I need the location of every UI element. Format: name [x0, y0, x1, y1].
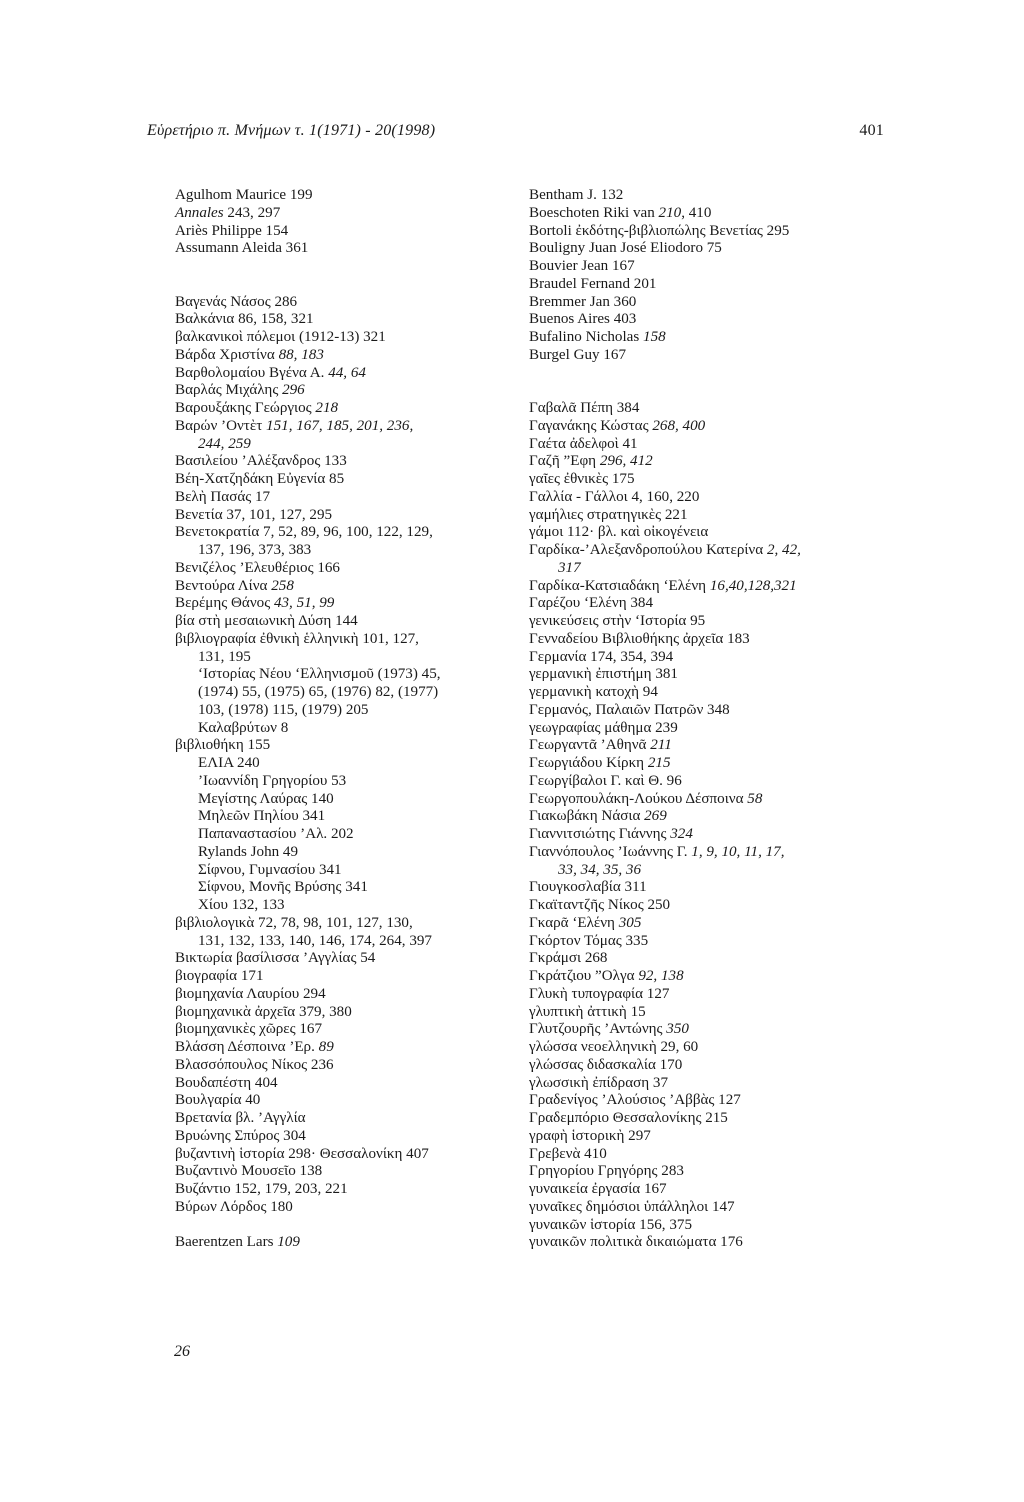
- index-entry: [529, 968, 869, 986]
- entry-text: γυναικεία ἐργασία 167: [529, 1181, 667, 1197]
- entry-text: Βενιζέλος ’Ελευθέριος 166: [175, 559, 340, 576]
- entry-text: Γερμανός, Παλαιῶν Πατρῶν 348: [529, 701, 730, 718]
- entry-text: Καλαβρύτων 8: [198, 719, 289, 736]
- entry-text: Βαρουξάκης Γεώργιος: [175, 400, 316, 416]
- index-entry: [529, 1146, 869, 1164]
- index-column-left: [175, 187, 515, 1252]
- entry-pages-italic: 16,40,128,321: [709, 577, 797, 594]
- entry-text: βία στὴ μεσαιωνικὴ Δύση 144: [175, 613, 358, 629]
- entry-pages-italic: 92, 138: [638, 968, 684, 984]
- entry-text: γάμοι 112· βλ. καὶ οἰκογένεια: [529, 524, 709, 541]
- entry-pages-italic: 210: [658, 204, 682, 221]
- entry-text: βαλκανικοὶ πόλεμοι (1912-13) 321: [175, 329, 386, 345]
- entry-pages-italic: 305: [618, 914, 642, 931]
- entry-text: Agulhom Maurice 199: [175, 187, 313, 203]
- index-entry: [529, 933, 869, 951]
- entry-text: βιβλιοθήκη 155: [175, 737, 271, 754]
- index-entry: [529, 808, 869, 826]
- entry-text: Βύρων Λόρδος 180: [175, 1198, 293, 1215]
- index-entry: [529, 542, 869, 560]
- entry-text: , 410: [681, 204, 712, 221]
- entry-text: Assumann Aleida 361: [175, 240, 309, 257]
- entry-text: γαῖες ἐθνικὲς 175: [529, 471, 635, 487]
- index-entry: [175, 737, 515, 755]
- entry-text: 103, (1978) 115, (1979) 205: [198, 701, 369, 718]
- index-entry: [529, 879, 869, 897]
- entry-pages-italic: 44, 64: [328, 364, 366, 381]
- entry-text: Βάρδα Χριστίνα: [175, 346, 279, 363]
- entry-text: Βουλγαρία 40: [175, 1092, 261, 1109]
- entry-text: Buenos Aires 403: [529, 311, 637, 328]
- entry-text: γενικεύσεις στὴν ‘Ιστορία 95: [529, 613, 706, 629]
- index-entry: [529, 986, 869, 1004]
- blank-line: [175, 276, 515, 294]
- index-entry: [529, 613, 869, 631]
- entry-text: (1974) 55, (1975) 65, (1976) 82, (1977): [198, 684, 439, 700]
- index-entry: [529, 755, 869, 773]
- index-entry: [529, 826, 869, 844]
- entry-text: 243, 297: [223, 204, 281, 221]
- index-entry: [175, 329, 515, 347]
- entry-text: Ariès Philippe 154: [175, 222, 289, 239]
- entry-pages-italic: 58: [747, 790, 763, 807]
- entry-text: Γαρέζου ‘Ελένη 384: [529, 595, 654, 612]
- entry-text: 131, 132, 133, 140, 146, 174, 264, 397: [198, 932, 432, 949]
- index-entry: [175, 826, 515, 844]
- entry-text: βιβλιογραφία ἐθνικὴ ἑλληνικὴ 101, 127,: [175, 630, 419, 647]
- index-entry: [529, 1217, 869, 1235]
- index-entry: [175, 986, 515, 1004]
- entry-text: Γαγανάκης Κώστας: [529, 417, 653, 434]
- index-entry: [529, 453, 869, 471]
- entry-text: Γεωργοπουλάκη-Λούκου Δέσποινα: [529, 790, 748, 807]
- index-entry: [175, 400, 515, 418]
- index-entry: [175, 879, 515, 897]
- index-entry: [175, 311, 515, 329]
- entry-text: Γαρδίκα-Κατσιαδάκη ‘Ελένη: [529, 577, 710, 594]
- index-entry: [175, 844, 515, 862]
- entry-text: Γαλλία - Γάλλοι 4, 160, 220: [529, 488, 700, 505]
- index-entry: [529, 915, 869, 933]
- entry-pages-italic: 317: [558, 559, 581, 576]
- index-entry: [175, 666, 515, 684]
- index-entry: [175, 1234, 515, 1252]
- entry-text: Μεγίστης Λαύρας 140: [198, 790, 334, 807]
- entry-pages-italic: 211: [650, 737, 672, 754]
- entry-text: Γκαρᾶ ‘Ελένη: [529, 914, 619, 931]
- entry-text: γλυπτικὴ ἀττικὴ 15: [529, 1003, 646, 1020]
- entry-text: Βλασσόπουλος Νίκος 236: [175, 1056, 334, 1073]
- entry-text: Βεντούρα Λίνα: [175, 577, 272, 594]
- index-entry: [175, 1057, 515, 1075]
- index-entry: [529, 223, 869, 241]
- entry-text: βιομηχανικὲς χῶρες 167: [175, 1021, 323, 1038]
- index-entry: [529, 1163, 869, 1181]
- index-entry: [175, 755, 515, 773]
- running-header: [147, 122, 884, 140]
- index-entry: [529, 507, 869, 525]
- index-entry: [529, 1021, 869, 1039]
- entry-text: Γαζῆ ”Εφη: [529, 453, 600, 470]
- entry-pages-italic: 1, 9, 10, 11, 17,: [691, 843, 785, 860]
- entry-text: Βαλκάνια 86, 158, 321: [175, 311, 314, 328]
- index-entry: [529, 1092, 869, 1110]
- entry-text: γλώσσας διδασκαλία 170: [529, 1056, 683, 1073]
- index-entry: [529, 1199, 869, 1217]
- entry-text: Γαβαλᾶ Πέπη 384: [529, 400, 640, 416]
- index-entry: [175, 471, 515, 489]
- entry-text: Βαρών ’Οντὲτ: [175, 417, 267, 434]
- entry-pages-italic: 296, 412: [599, 453, 653, 470]
- entry-pages-italic: 350: [666, 1021, 689, 1038]
- entry-text: Γαέτα ἀδελφοὶ 41: [529, 435, 638, 452]
- entry-pages-italic: Annales: [175, 204, 224, 221]
- index-entry: [175, 649, 515, 667]
- index-entry: [529, 631, 869, 649]
- index-entry: [529, 1075, 869, 1093]
- blank-line: [529, 365, 869, 383]
- index-entry: [175, 1163, 515, 1181]
- entry-text: Bentham J. 132: [529, 187, 624, 203]
- index-entry: [175, 1181, 515, 1199]
- entry-text: Γερμανία 174, 354, 394: [529, 648, 674, 665]
- index-entry: [175, 613, 515, 631]
- page-number: 401: [859, 122, 884, 139]
- index-entry: [529, 240, 869, 258]
- entry-text: γυναικῶν ἱστορία 156, 375: [529, 1216, 692, 1233]
- index-entry: [175, 862, 515, 880]
- index-entry: [175, 382, 515, 400]
- entry-text: Γλυκὴ τυπογραφία 127: [529, 985, 670, 1002]
- index-entry: [529, 950, 869, 968]
- entry-text: Γιαννιτσιώτης Γιάννης: [529, 826, 671, 842]
- index-entry: [175, 1128, 515, 1146]
- index-entry: [175, 773, 515, 791]
- index-entry: [175, 720, 515, 738]
- index-entry: [529, 258, 869, 276]
- entry-pages-italic: 88, 183: [278, 346, 324, 363]
- index-entry: [529, 649, 869, 667]
- entry-pages-italic: 269: [644, 808, 667, 825]
- entry-text: γαμήλιες στρατηγικὲς 221: [529, 506, 688, 523]
- index-entry: [529, 294, 869, 312]
- index-entry: [175, 897, 515, 915]
- entry-text: γλώσσα νεοελληνικὴ 29, 60: [529, 1039, 699, 1055]
- index-entry: [175, 808, 515, 826]
- index-entry: [529, 1234, 869, 1252]
- entry-text: Μηλεῶν Πηλίου 341: [198, 808, 326, 825]
- entry-text: Βυζάντιο 152, 179, 203, 221: [175, 1181, 348, 1197]
- entry-text: Bortoli ἐκδότης-βιβλιοπώλης Βενετίας 295: [529, 222, 790, 239]
- index-entry: [175, 489, 515, 507]
- entry-text: Βλάσση Δέσποινα ’Ερ.: [175, 1039, 319, 1055]
- index-entry: [175, 223, 515, 241]
- index-entry: [529, 737, 869, 755]
- index-entry: [175, 702, 515, 720]
- entry-text: Bremmer Jan 360: [529, 293, 637, 310]
- index-entry: [529, 489, 869, 507]
- entry-pages-italic: 89: [318, 1039, 334, 1055]
- index-entry: [529, 1057, 869, 1075]
- entry-text: Βέη-Χατζηδάκη Εὐγενία 85: [175, 471, 345, 487]
- entry-pages-italic: 324: [670, 826, 693, 842]
- entry-pages-italic: 109: [277, 1234, 300, 1251]
- index-entry: [175, 950, 515, 968]
- index-entry: [529, 773, 869, 791]
- entry-text: Bouvier Jean 167: [529, 258, 635, 274]
- entry-text: Bufalino Nicholas: [529, 329, 644, 345]
- entry-pages-italic: 218: [315, 400, 339, 416]
- entry-pages-italic: 2, 42,: [766, 542, 801, 558]
- entry-text: Βασιλείου ’Αλέξανδρος 133: [175, 453, 347, 470]
- entry-text: Βενετοκρατία 7, 52, 89, 96, 100, 122, 129,: [175, 524, 433, 541]
- index-entry: [529, 471, 869, 489]
- index-entry: [175, 1110, 515, 1128]
- index-entry: [175, 1075, 515, 1093]
- index-entry: [175, 1021, 515, 1039]
- index-entry: [529, 436, 869, 454]
- index-entry: [175, 524, 515, 542]
- entry-text: Γεωργιάδου Κίρκη: [529, 755, 648, 771]
- index-entry: [175, 915, 515, 933]
- index-entry: [529, 684, 869, 702]
- entry-text: Βρυώνης Σπύρος 304: [175, 1127, 306, 1144]
- entry-text: Baerentzen Lars: [175, 1234, 278, 1251]
- index-entry: [175, 365, 515, 383]
- index-entry: [175, 1146, 515, 1164]
- entry-text: Γεωργίβαλοι Γ. καὶ Θ. 96: [529, 772, 682, 789]
- entry-pages-italic: 268, 400: [652, 417, 706, 434]
- entry-pages-italic: 151, 167, 185, 201, 236,: [266, 417, 414, 434]
- entry-text: Bouligny Juan José Eliodoro 75: [529, 240, 722, 257]
- index-entry: [529, 702, 869, 720]
- entry-text: Γραδενίγος ’Αλούσιος ’Αββὰς 127: [529, 1092, 741, 1109]
- blank-line: [175, 1217, 515, 1235]
- index-entry: [529, 844, 869, 862]
- entry-text: Braudel Fernand 201: [529, 275, 657, 292]
- index-entry: [175, 1199, 515, 1217]
- entry-text: ‘Ιστορίας Νέου ‘Ελληνισμοῦ (1973) 45,: [198, 666, 441, 683]
- index-entry: [529, 666, 869, 684]
- entry-text: Burgel Guy 167: [529, 346, 626, 363]
- entry-pages-italic: 33, 34, 35, 36: [558, 861, 642, 878]
- index-entry: [529, 1110, 869, 1128]
- index-entry: [529, 418, 869, 436]
- entry-pages-italic: 43, 51, 99: [273, 595, 335, 612]
- index-entry: [175, 791, 515, 809]
- index-entry: [529, 329, 869, 347]
- entry-text: Παπαναστασίου ’Αλ. 202: [198, 826, 354, 842]
- entry-text: βιογραφία 171: [175, 968, 264, 984]
- entry-text: γραφὴ ἱστορικὴ 297: [529, 1127, 651, 1144]
- index-entry: [175, 418, 515, 436]
- entry-text: βιβλιολογικὰ 72, 78, 98, 101, 127, 130,: [175, 914, 413, 931]
- header-title: Εὑρετήριο π. Μνήμων τ. 1(1971) - 20(1998): [147, 122, 436, 139]
- index-entry: [529, 205, 869, 223]
- entry-text: Βελὴ Πασάς 17: [175, 488, 271, 505]
- entry-pages-italic: 215: [647, 755, 671, 771]
- entry-text: Γιακωβάκη Νάσια: [529, 808, 645, 825]
- index-entry: [529, 1039, 869, 1057]
- entry-text: Βρετανία βλ. ’Αγγλία: [175, 1110, 306, 1126]
- entry-text: Βυζαντινὸ Μουσεῖο 138: [175, 1163, 323, 1180]
- entry-text: 137, 196, 373, 383: [198, 542, 312, 558]
- index-entry: [529, 276, 869, 294]
- index-entry: [175, 542, 515, 560]
- entry-text: Βαρθολομαίου Βγένα Α.: [175, 364, 329, 381]
- index-entry: [529, 595, 869, 613]
- index-entry: [175, 933, 515, 951]
- index-entry: [529, 1181, 869, 1199]
- entry-text: Rylands John 49: [198, 843, 299, 860]
- entry-text: Γρηγορίου Γρηγόρης 283: [529, 1163, 684, 1180]
- index-entry: [175, 436, 515, 454]
- index-entry: [175, 1039, 515, 1057]
- entry-text: Βουδαπέστη 404: [175, 1074, 278, 1091]
- entry-text: Γρεβενὰ 410: [529, 1145, 607, 1162]
- index-entry: [175, 684, 515, 702]
- index-entry: [529, 560, 869, 578]
- entry-text: Γκόρτον Τόμας 335: [529, 932, 649, 949]
- entry-text: Βικτωρία βασίλισσα ’Αγγλίας 54: [175, 950, 376, 967]
- index-entry: [529, 400, 869, 418]
- entry-text: Σίφνου, Γυμνασίου 341: [198, 861, 342, 878]
- entry-text: Βερέμης Θάνος: [175, 595, 274, 612]
- entry-pages-italic: 158: [643, 329, 666, 345]
- index-entry: [175, 187, 515, 205]
- entry-pages-italic: 296: [282, 382, 305, 399]
- entry-text: γυναικῶν πολιτικὰ δικαιώματα 176: [529, 1234, 743, 1251]
- entry-pages-italic: 258: [271, 577, 294, 594]
- blank-line: [529, 382, 869, 400]
- index-entry: [175, 205, 515, 223]
- entry-text: Γκαϊταντζῆς Νίκος 250: [529, 897, 671, 913]
- entry-text: Γεωργαντᾶ ’Αθηνᾶ: [529, 737, 651, 754]
- index-entry: [529, 187, 869, 205]
- entry-text: Βενετία 37, 101, 127, 295: [175, 506, 333, 523]
- entry-text: Γιουγκοσλαβία 311: [529, 879, 647, 896]
- entry-text: ΕΛΙΑ 240: [198, 755, 260, 771]
- index-entry: [529, 897, 869, 915]
- entry-text: γερμανικὴ ἐπιστήμη 381: [529, 666, 678, 683]
- entry-text: γλωσσικὴ ἐπίδραση 37: [529, 1074, 668, 1091]
- entry-text: Σίφνου, Μονῆς Βρύσης 341: [198, 879, 368, 896]
- index-entry: [175, 240, 515, 258]
- index-entry: [529, 1004, 869, 1022]
- index-entry: [529, 862, 869, 880]
- index-entry: [175, 560, 515, 578]
- entry-text: Γιαννόπουλος ’Ιωάννης Γ.: [529, 843, 692, 860]
- index-column-right: [529, 187, 869, 1252]
- index-entry: [529, 311, 869, 329]
- index-entry: [175, 507, 515, 525]
- entry-text: γυναῖκες δημόσιοι ὑπάλληλοι 147: [529, 1198, 735, 1215]
- entry-text: Γαρδίκα-’Αλεξανδροπούλου Κατερίνα: [529, 542, 767, 558]
- index-entry: [175, 453, 515, 471]
- index-entry: [529, 347, 869, 365]
- footer-number: 26: [174, 1343, 190, 1360]
- index-entry: [175, 631, 515, 649]
- entry-text: βιομηχανικὰ ἀρχεῖα 379, 380: [175, 1003, 352, 1020]
- index-entry: [175, 968, 515, 986]
- entry-text: Γενναδείου Βιβλιοθήκης ἀρχεῖα 183: [529, 630, 750, 647]
- entry-text: Βαγενάς Νάσος 286: [175, 293, 298, 310]
- index-entry: [175, 1092, 515, 1110]
- index-entry: [175, 347, 515, 365]
- index-entry: [529, 1128, 869, 1146]
- index-entry: [529, 720, 869, 738]
- entry-text: γερμανικὴ κατοχὴ 94: [529, 684, 658, 700]
- index-entry: [175, 1004, 515, 1022]
- entry-text: Γκράτζιου ”Ολγα: [529, 968, 639, 984]
- index-entry: [529, 791, 869, 809]
- entry-text: Γλυτζουρῆς ’Αντώνης: [529, 1021, 667, 1038]
- entry-text: βυζαντινὴ ἱστορία 298· Θεσσαλονίκη 407: [175, 1145, 429, 1162]
- entry-text: Βαρλάς Μιχάλης: [175, 382, 283, 399]
- entry-text: Boeschoten Riki van: [529, 204, 659, 221]
- entry-pages-italic: 244, 259: [198, 435, 251, 452]
- index-entry: [175, 595, 515, 613]
- index-entry: [529, 524, 869, 542]
- entry-text: γεωγραφίας μάθημα 239: [529, 719, 678, 736]
- entry-text: Γκράμσι 268: [529, 950, 608, 967]
- entry-text: βιομηχανία Λαυρίου 294: [175, 985, 326, 1002]
- entry-text: Γραδεμπόριο Θεσσαλονίκης 215: [529, 1110, 728, 1126]
- index-entry: [175, 578, 515, 596]
- entry-text: ’Ιωαννίδη Γρηγορίου 53: [198, 772, 347, 789]
- index-entry: [529, 578, 869, 596]
- blank-line: [175, 258, 515, 276]
- entry-text: Χίου 132, 133: [198, 897, 285, 913]
- entry-text: 131, 195: [198, 648, 251, 665]
- index-entry: [175, 294, 515, 312]
